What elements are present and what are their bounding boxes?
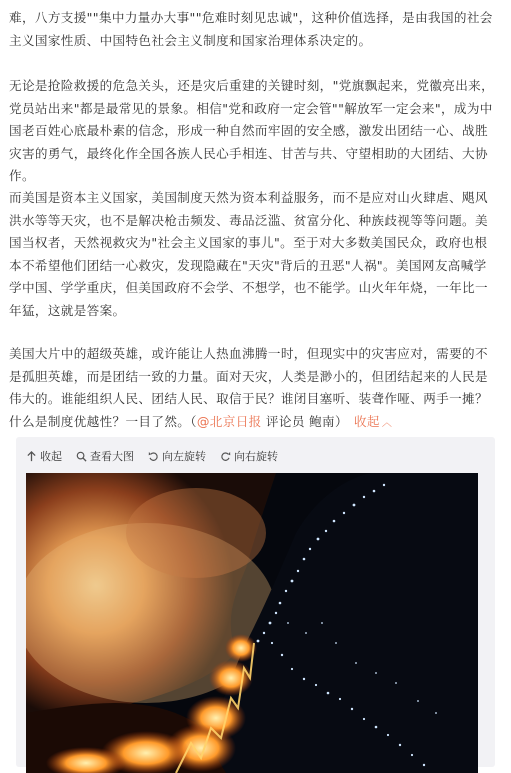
view-large-label: 查看大图 — [90, 450, 134, 463]
rotate-left-button[interactable] — [148, 448, 206, 464]
image-toolbar — [26, 444, 278, 468]
paragraph-4-text: 美国大片中的超级英雄，或许能让人热血沸腾一时，但现实中的灾害应对，需要的不是孤胆英雄，而是团结一致的力量。面对天灾，人类是渺小的，但团结起来的人民是伟大的。谁能组织人民、团结人民、取信于民？谁闭目塞听、装聋作哑、两手一摊？什么是制度优越性？一目了然。（ — [9, 346, 488, 429]
rotate-left-label: 向左旋转 — [162, 450, 206, 463]
rotate-right-icon — [220, 451, 231, 462]
wildfire-photo[interactable] — [26, 473, 478, 773]
byline-tail: 评论员 鲍南） — [261, 413, 348, 429]
paragraph-4 — [9, 343, 497, 435]
media-container — [16, 437, 495, 767]
magnifier-icon — [76, 451, 87, 462]
rotate-right-button[interactable] — [220, 448, 278, 464]
collapse-image-button[interactable] — [26, 448, 62, 464]
rotate-right-label: 向右旋转 — [234, 450, 278, 463]
collapse-text-label: 收起 — [353, 413, 380, 429]
paragraph-1: 难，八方支援""集中力量办大事""危难时刻见忠诚"，这种价值选择，是由我国的社会主义国家性质、中国特色社会主义制度和国家治理体系决定的。 — [9, 10, 493, 48]
author-link[interactable]: @北京日报 — [196, 413, 262, 429]
collapse-image-label: 收起 — [40, 450, 62, 463]
collapse-text-button[interactable] — [354, 414, 392, 429]
up-arrow-icon — [26, 451, 37, 462]
rotate-left-icon — [148, 451, 159, 462]
chevron-up-icon: ︿ — [381, 417, 393, 429]
paragraph-2: 无论是抢险救援的危急关头，还是灾后重建的关键时刻，"党旗飘起来，党徽亮出来，党员站出来"都是最常见的景象。相信"党和政府一定会管""解放军一定会来"，成为中国老百姓心底最朴素的信念，形成一种自然而牢固的安全感，激发出团结一心、战胜灾害的勇气，最终化作全国各族人民心手相连、甘苦与共、守望相助的大团结、大协作。 — [9, 78, 495, 183]
wildfire-night-image — [26, 473, 478, 773]
view-large-button[interactable] — [76, 448, 134, 464]
paragraph-3: 而美国是资本主义国家，美国制度天然为资本利益服务，而不是应对山火肆虐、飓风洪水等等天灾，也不是解决枪击频发、毒品泛滥、贫富分化、种族歧视等等问题。美国当权者，天然视救灾为"社会主义国家的事儿"。至于对大多数美国民众，政府也根本不希望他们团结一心救灾，发现隐藏在"天灾"背后的丑恶"人祸"。美国网友高喊学学中国、学学重庆，但美国政府不会学、不想学，也不能学。山火年年烧，一年比一年猛，这就是答案。 — [9, 190, 488, 318]
